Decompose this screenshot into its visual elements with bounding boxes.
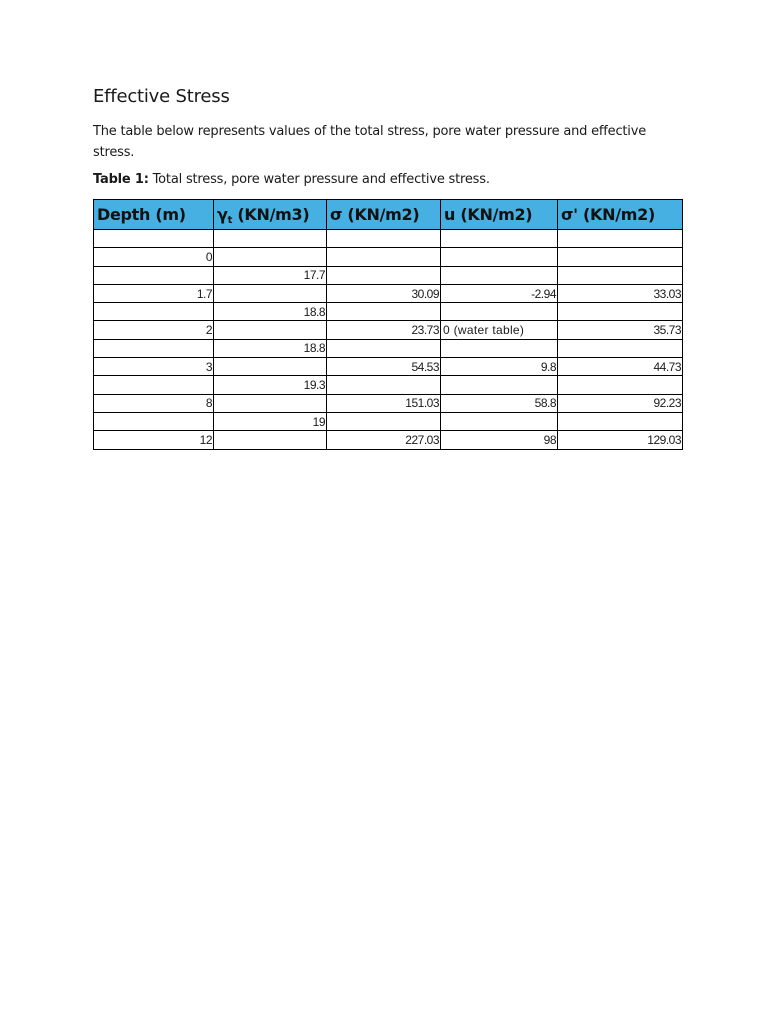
unit-weight-cell xyxy=(214,284,327,302)
depth-cell xyxy=(94,339,214,357)
total-stress-cell xyxy=(327,339,441,357)
caption-text: Total stress, pore water pressure and effective stress. xyxy=(148,172,490,187)
table-body xyxy=(94,230,683,450)
table-row xyxy=(94,248,683,266)
document-page xyxy=(93,86,683,450)
header-effective-stress: σ' (KN/m2) xyxy=(558,200,683,230)
total-stress-cell xyxy=(327,230,441,248)
unit-weight-cell xyxy=(214,394,327,412)
total-stress-cell xyxy=(327,303,441,321)
unit-weight-cell: 19.3 xyxy=(214,376,327,394)
effective-stress-cell: 33.03 xyxy=(558,284,683,302)
effective-stress-cell: 44.73 xyxy=(558,358,683,376)
effective-stress-cell xyxy=(558,230,683,248)
table-row xyxy=(94,230,683,248)
unit-weight-cell xyxy=(214,230,327,248)
table-row xyxy=(94,303,683,321)
effective-stress-cell xyxy=(558,339,683,357)
header-pore-pressure: u (KN/m2) xyxy=(441,200,558,230)
caption-label: Table 1: xyxy=(93,172,149,187)
unit-weight-cell: 19 xyxy=(214,412,327,430)
intro-paragraph: The table below represents values of the total stress, pore water pressure and effective stress. xyxy=(93,124,647,160)
effective-stress-cell xyxy=(558,376,683,394)
unit-weight-cell: 17.7 xyxy=(214,266,327,284)
pore-pressure-cell: 0 (water table) xyxy=(441,321,558,339)
table-row xyxy=(94,266,683,284)
pore-pressure-cell: 9.8 xyxy=(441,358,558,376)
pore-pressure-cell xyxy=(441,266,558,284)
gamma-unit: (KN/m3) xyxy=(232,205,310,224)
table-row xyxy=(94,321,683,339)
total-stress-cell: 151.03 xyxy=(327,394,441,412)
table-row xyxy=(94,394,683,412)
pore-pressure-cell xyxy=(441,303,558,321)
effective-stress-cell xyxy=(558,303,683,321)
gamma-subscript: t xyxy=(227,215,233,226)
depth-cell: 1.7 xyxy=(94,284,214,302)
pore-pressure-cell xyxy=(441,412,558,430)
header-total-stress: σ (KN/m2) xyxy=(327,200,441,230)
gamma-symbol: γ xyxy=(217,205,228,224)
table-row xyxy=(94,412,683,430)
table-row xyxy=(94,358,683,376)
pore-pressure-cell: -2.94 xyxy=(441,284,558,302)
depth-cell: 2 xyxy=(94,321,214,339)
table-row xyxy=(94,284,683,302)
depth-cell xyxy=(94,303,214,321)
pore-pressure-cell xyxy=(441,376,558,394)
depth-cell xyxy=(94,230,214,248)
pore-pressure-cell xyxy=(441,230,558,248)
total-stress-cell xyxy=(327,266,441,284)
pore-pressure-cell: 58.8 xyxy=(441,394,558,412)
unit-weight-cell xyxy=(214,358,327,376)
total-stress-cell: 30.09 xyxy=(327,284,441,302)
unit-weight-cell xyxy=(214,431,327,449)
pore-pressure-cell xyxy=(441,339,558,357)
unit-weight-cell: 18.8 xyxy=(214,303,327,321)
total-stress-cell xyxy=(327,376,441,394)
header-depth: Depth (m) xyxy=(94,200,214,230)
total-stress-cell xyxy=(327,412,441,430)
effective-stress-cell xyxy=(558,412,683,430)
table-row xyxy=(94,376,683,394)
total-stress-cell: 23.73 xyxy=(327,321,441,339)
unit-weight-cell xyxy=(214,321,327,339)
pore-pressure-cell: 98 xyxy=(441,431,558,449)
table-row xyxy=(94,339,683,357)
depth-cell xyxy=(94,412,214,430)
unit-weight-cell xyxy=(214,248,327,266)
section-heading: Effective Stress xyxy=(93,86,230,107)
total-stress-cell: 227.03 xyxy=(327,431,441,449)
total-stress-cell xyxy=(327,248,441,266)
table-row xyxy=(94,431,683,449)
total-stress-cell: 54.53 xyxy=(327,358,441,376)
depth-cell xyxy=(94,266,214,284)
header-unit-weight xyxy=(214,200,327,230)
unit-weight-cell: 18.8 xyxy=(214,339,327,357)
effective-stress-cell: 35.73 xyxy=(558,321,683,339)
effective-stress-cell xyxy=(558,266,683,284)
stress-table xyxy=(93,199,683,450)
pore-pressure-cell xyxy=(441,248,558,266)
table-header-row xyxy=(94,200,683,230)
effective-stress-cell: 92.23 xyxy=(558,394,683,412)
effective-stress-cell xyxy=(558,248,683,266)
table-caption xyxy=(93,172,683,187)
effective-stress-cell: 129.03 xyxy=(558,431,683,449)
depth-cell: 0 xyxy=(94,248,214,266)
depth-cell xyxy=(94,376,214,394)
depth-cell: 12 xyxy=(94,431,214,449)
depth-cell: 8 xyxy=(94,394,214,412)
depth-cell: 3 xyxy=(94,358,214,376)
